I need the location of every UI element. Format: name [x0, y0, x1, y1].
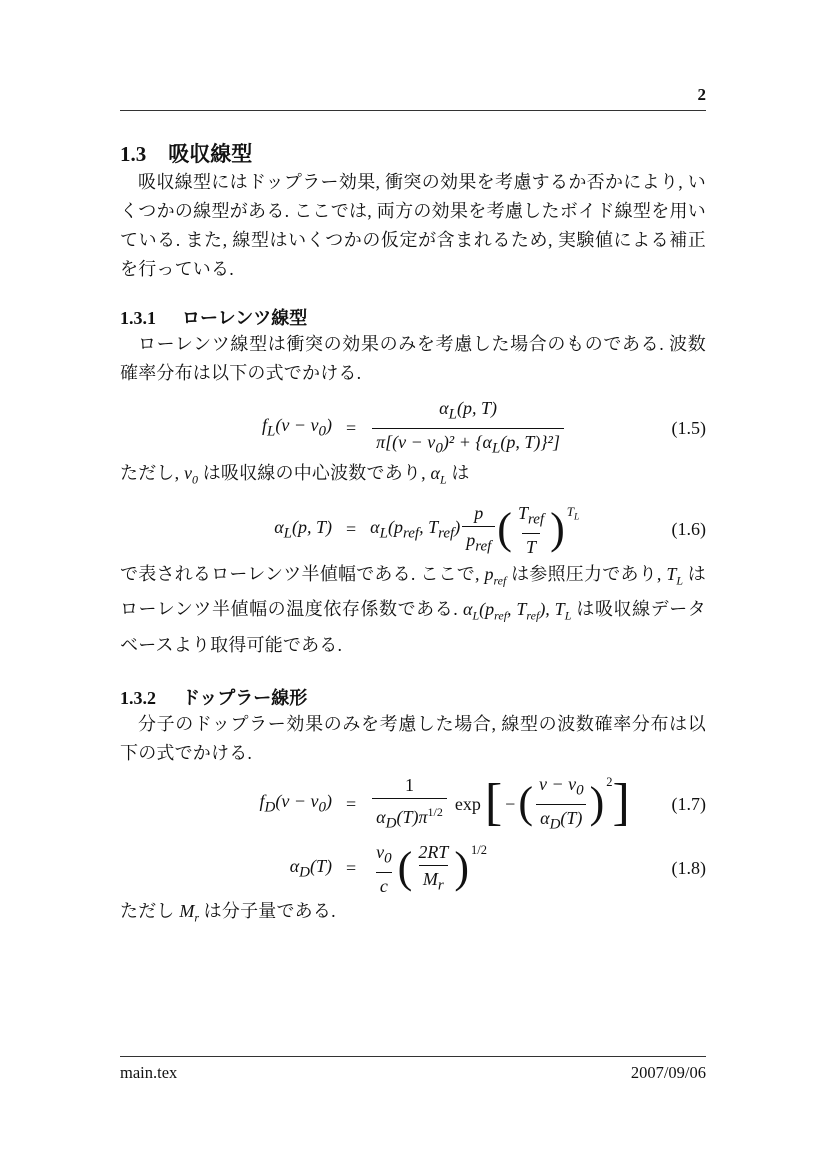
denominator: $\alpha_D(T)\pi^{1/2}$ — [372, 798, 447, 835]
numerator: 2RT — [418, 842, 449, 863]
inline-math-Mr: $M_r$ — [179, 900, 199, 925]
exponent: 1/2 — [470, 843, 487, 858]
equation-rhs — [370, 841, 487, 897]
fraction — [372, 397, 564, 459]
inline-math-alphaL: $\alpha_L$ — [430, 463, 447, 487]
inline-math-nu0: $\nu_0$ — [184, 463, 198, 487]
subsection-title: ドップラー線形 — [182, 687, 308, 708]
numerator: $\nu - \nu_0$ — [538, 773, 584, 799]
denominator: $p_{ref}$ — [462, 526, 495, 558]
paragraph-lorentz-note: ただし, $\nu_0$ は吸収線の中心波数であり, $\alpha_L$ は — [120, 463, 470, 487]
footer-filename: main.tex — [120, 1063, 178, 1082]
equation-lhs: $f_L(\nu - \nu_0)$ — [262, 415, 332, 440]
equation-tag: (1.5) — [671, 417, 706, 438]
numerator: p — [474, 502, 484, 523]
equation-tag: (1.8) — [671, 858, 706, 879]
equation-rhs — [370, 502, 579, 558]
denominator: $M_r$ — [419, 865, 448, 897]
fraction — [414, 841, 452, 897]
paragraph-halfwidth-note: で表されるローレンツ半値幅である. ここで, $p_{ref}$ は参照圧力であり, $T_L$ はローレンツ半値幅の温度依存係数である. $\alpha_L(p_{ref}$, $T_{ref}$), $T_L$ は吸収線データベースより取得可能である. — [120, 563, 706, 655]
bracket-close: ] — [612, 774, 630, 832]
equals-sign: = — [346, 858, 357, 879]
fraction — [372, 774, 447, 835]
header-rule — [120, 110, 706, 111]
equals-sign: = — [346, 519, 357, 540]
page-number: 2 — [697, 85, 706, 104]
subsection-number: 1.3.2 — [120, 687, 156, 708]
paren-close: ) — [589, 778, 605, 828]
equation-lorentz-shape — [120, 397, 706, 459]
equation-tag: (1.6) — [671, 519, 706, 540]
footer-rule — [120, 1056, 706, 1057]
exponent: 2 — [606, 774, 613, 789]
page-content — [120, 0, 706, 932]
equation-rhs — [370, 397, 566, 459]
page-footer — [120, 1056, 706, 1083]
inline-math-alphaL-args: $\alpha_L(p_{ref}$, $T_{ref}$), $T_L$ — [463, 599, 572, 623]
equation-lhs: $\alpha_D(T)$ — [289, 856, 332, 881]
fraction — [462, 502, 495, 558]
paragraph-doppler-intro: 分子のドップラー効果のみを考慮した場合, 線型の波数確率分布は以下の式でかける. — [120, 713, 706, 763]
denominator: $\pi[(\nu - \nu_0)^2 + \{\alpha_L(p$, T)}²] — [372, 428, 564, 460]
section-number: 1.3 — [120, 142, 147, 166]
equation-doppler-width — [120, 841, 706, 897]
paren-close: ) — [550, 503, 565, 553]
paragraph-molar-note: ただし $M_r$ は分子量である. — [120, 900, 336, 925]
exponent: $T_L$ — [566, 503, 580, 523]
paren-close: ) — [454, 842, 469, 892]
equation-rhs — [370, 773, 630, 835]
fraction — [535, 773, 588, 835]
numerator: 1 — [404, 774, 414, 795]
equation-lorentz-halfwidth — [120, 500, 706, 560]
minus-sign: − — [505, 793, 516, 814]
subsection-number: 1.3.1 — [120, 308, 156, 328]
fraction — [514, 502, 548, 558]
inline-math-TL: $T_L$ — [666, 563, 684, 588]
equation-lhs: $f_D(\nu - \nu_0)$ — [259, 791, 332, 816]
paren-open: ( — [397, 842, 413, 892]
bracket-open: [ — [484, 774, 503, 832]
denominator: $\alpha_D(T)$ — [536, 804, 586, 836]
subsection-doppler-heading — [120, 687, 706, 710]
equation-doppler-shape — [120, 773, 706, 835]
numerator: $\alpha_L(p$, T) — [439, 398, 497, 423]
exp-operator: exp — [454, 793, 481, 814]
numerator: $T_{ref}$ — [517, 502, 545, 528]
page-header — [120, 84, 706, 106]
paragraph-absorption-intro: 吸収線型にはドップラー効果, 衝突の効果を考慮するか否かにより, いくつかの線型がある. ここでは, 両方の効果を考慮したボイド線型を用いている. また, 線型はいくつかの仮定が含まれるため, 実験値による補正を行っている. — [120, 172, 706, 279]
equation-tag: (1.7) — [671, 793, 706, 814]
numerator: $\nu_0$ — [376, 842, 392, 867]
denominator: T — [522, 533, 540, 558]
paragraph-lorentz-intro: ローレンツ線型は衝突の効果のみを考慮した場合のものである. 波数確率分布は以下の式でかける. — [120, 334, 706, 383]
footer-date: 2007/09/06 — [630, 1063, 706, 1082]
denominator: c — [376, 872, 392, 897]
equation-lhs: $\alpha_L(p$, T) — [274, 516, 332, 542]
section-title: 吸収線型 — [168, 143, 253, 166]
section-heading — [120, 141, 706, 168]
coefficient: $\alpha_L(p_{ref}$, $T_{ref}$) — [370, 516, 461, 542]
paren-open: ( — [497, 503, 512, 553]
inline-math-pref: $p_{ref}$ — [484, 563, 507, 588]
fraction — [372, 841, 396, 897]
subsection-lorentz-heading — [120, 307, 706, 330]
paren-open: ( — [518, 778, 533, 828]
equals-sign: = — [346, 417, 357, 438]
subsection-title: ローレンツ線型 — [182, 308, 308, 328]
equals-sign: = — [346, 793, 357, 814]
